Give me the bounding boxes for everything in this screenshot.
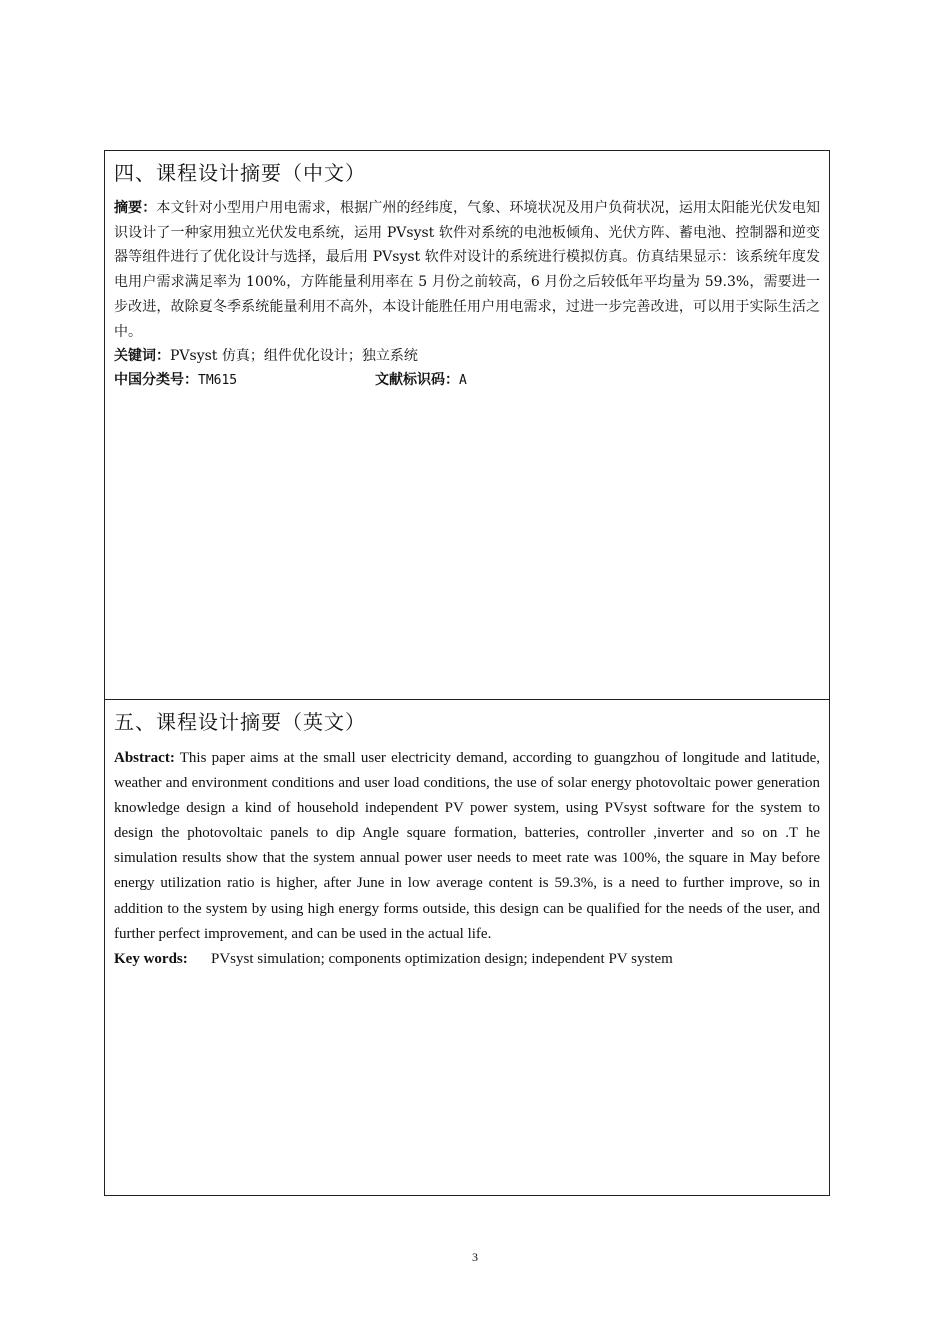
english-keywords-label: Key words: bbox=[114, 950, 188, 967]
english-abstract-body bbox=[114, 746, 820, 947]
english-keywords-text: PVsyst simulation; components optimization design; independent PV system bbox=[211, 950, 673, 967]
chinese-abstract-heading: 四、课程设计摘要（中文） bbox=[114, 161, 366, 185]
chinese-abstract-section bbox=[105, 151, 829, 700]
classification-line bbox=[114, 368, 820, 392]
english-abstract-section bbox=[105, 700, 829, 1196]
chinese-keywords-text: PVsyst 仿真；组件优化设计；独立系统 bbox=[170, 348, 418, 365]
chinese-keywords-line bbox=[114, 344, 820, 368]
doc-code-group bbox=[375, 368, 467, 393]
english-abstract-text: This paper aims at the small user electricity demand, according to guangzhou of longitude and latitude, weather and environment conditions and user load conditions, the use of solar energy photovoltaic power generation knowledge design a kind of household independent PV power system, using PVsyst software for the system to design the photovoltaic panels to dip Angle square formation, batteries, controller ,inverter and so on .T he simulation results show that the system annual power user needs to meet rate was 100%, the square in May before energy utilization ratio is higher, after June in low average content is 59.3%, is a need to further improve, so in addition to the system by using high energy forms outside, this design can be qualified for the needs of the user, and further perfect improvement, and can be used in the actual life. bbox=[114, 750, 821, 942]
page-number: 3 bbox=[472, 1250, 478, 1264]
english-abstract-heading: 五、课程设计摘要（英文） bbox=[114, 710, 366, 734]
abstract-table bbox=[104, 150, 830, 1196]
chinese-abstract-text: 本文针对小型用户用电需求，根据广州的经纬度，气象、环境状况及用户负荷状况，运用太阳能光伏发电知识设计了一种家用独立光伏发电系统，运用 PVsyst 软件对系统的电池板倾角、光伏方阵、蓄电池、控制器和逆变器等组件进行了优化设计与选择，最后用 PVsyst 软件对设计的系统进行模拟仿真。仿真结果显示：该系统年度发电用户需求满足率为 100%，方阵能量利用率在 5 月份之前较高，6 月份之后较低年平均量为 59.3%，需要进一步改进，故除夏冬季系统能量利用不高外，本设计能胜任用户用电需求，过进一步完善改进，可以用于实际生活之中。 bbox=[114, 200, 821, 340]
classification-value: TM615 bbox=[198, 373, 238, 389]
chinese-abstract-label: 摘要： bbox=[114, 200, 157, 216]
chinese-abstract-body bbox=[114, 196, 820, 344]
english-abstract-label: Abstract: bbox=[114, 750, 175, 766]
classification-label: 中国分类号： bbox=[114, 372, 198, 389]
english-keywords-line bbox=[114, 947, 820, 972]
doc-code-value: A bbox=[459, 373, 467, 389]
chinese-keywords-label: 关键词： bbox=[114, 348, 170, 365]
doc-code-label: 文献标识码： bbox=[375, 372, 459, 389]
